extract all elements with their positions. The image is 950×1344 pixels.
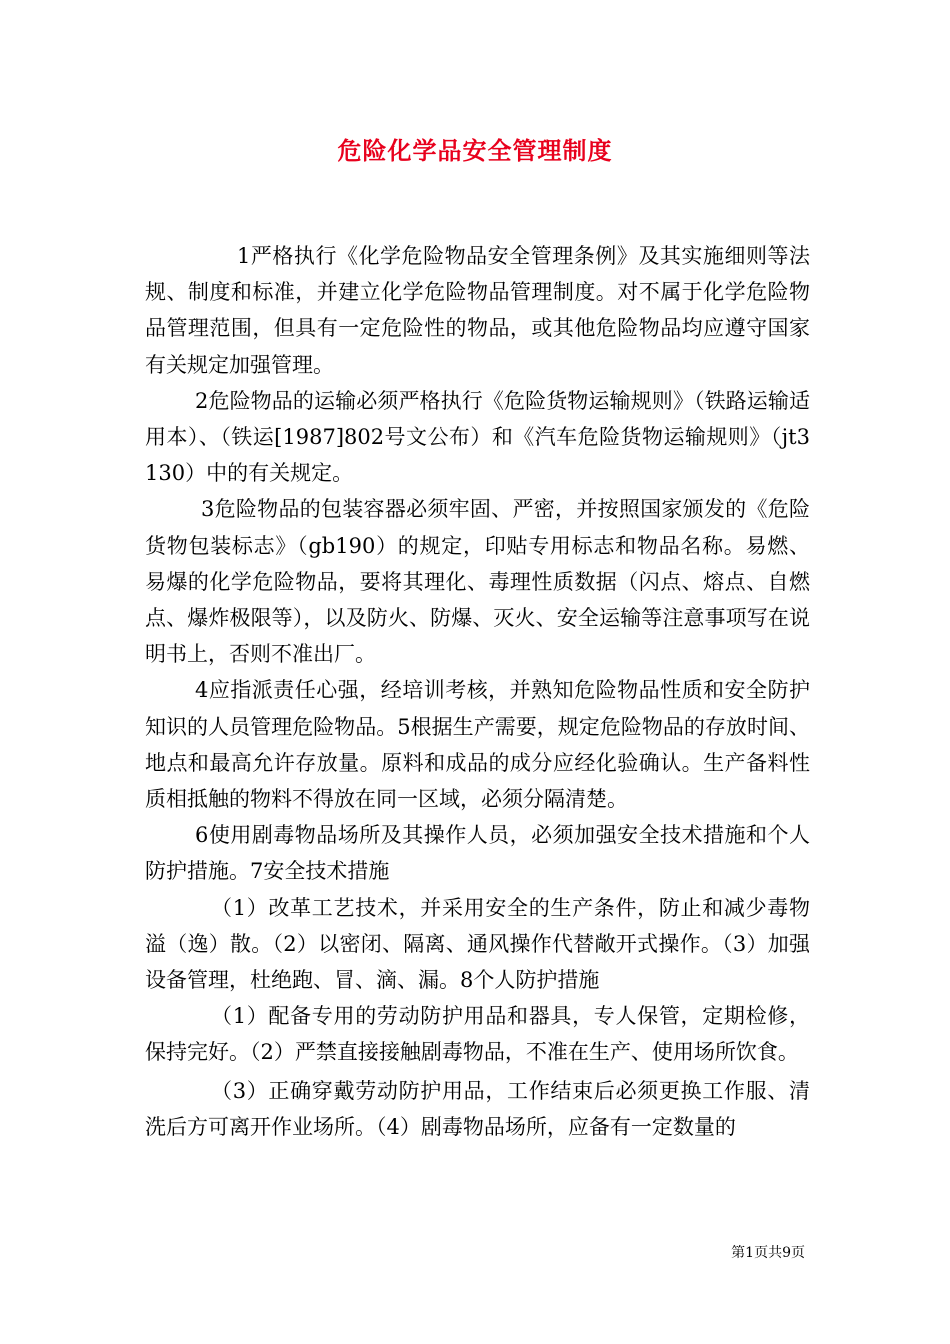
paragraph-3: 3危险物品的包装容器必须牢固、严密，并按照国家颁发的《危险货物包装标志》（gb190）的规定，印贴专用标志和物品名称。易燃、易爆的化学危险物品，要将其理化、毒理性质数据（闪点、熔点、自燃点、爆炸极限等），以及防火、防爆、灭火、安全运输等注意事项写在说明书上，否则不准出厂。 [145, 497, 810, 667]
paragraph-1: 1严格执行《化学危险物品安全管理条例》及其实施细则等法规、制度和标准，并建立化学危险物品管理制度。对不属于化学危险物品管理范围，但具有一定危险性的物品，或其他危险物品均应遵守国家有关规定加强管理。 [145, 244, 810, 377]
page-number-footer: 第1页共9页 [731, 1245, 805, 1261]
paragraph-8: （3）正确穿戴劳动防护用品，工作结束后必须更换工作服、清洗后方可离开作业场所。（4）剧毒物品场所，应备有一定数量的 [145, 1078, 810, 1139]
paragraph-6: （1）改革工艺技术，并采用安全的生产条件，防止和减少毒物溢（逸）散。（2）以密闭、隔离、通风操作代替敞开式操作。（3）加强设备管理，杜绝跑、冒、滴、漏。8个人防护措施 [145, 895, 810, 993]
document-title: 危险化学品安全管理制度 [337, 137, 613, 165]
paragraph-4: 4应指派责任心强，经培训考核，并熟知危险物品性质和安全防护知识的人员管理危险物品。5根据生产需要，规定危险物品的存放时间、地点和最高允许存放量。原料和成品的成分应经化验确认。生产备料性质相抵触的物料不得放在同一区域，必须分隔清楚。 [145, 678, 810, 812]
paragraph-2: 2危险物品的运输必须严格执行《危险货物运输规则》（铁路运输适用本）、（铁运[1987]802号文公布）和《汽车危险货物运输规则》（jt3130）中的有关规定。 [145, 388, 810, 486]
paragraph-7: （1）配备专用的劳动防护用品和器具，专人保管，定期检修，保持完好。（2）严禁直接接触剧毒物品，不准在生产、使用场所饮食。 [145, 1004, 810, 1065]
document-body [145, 238, 810, 1145]
paragraph-5: 6使用剧毒物品场所及其操作人员，必须加强安全技术措施和个人防护措施。7安全技术措施 [145, 823, 810, 884]
